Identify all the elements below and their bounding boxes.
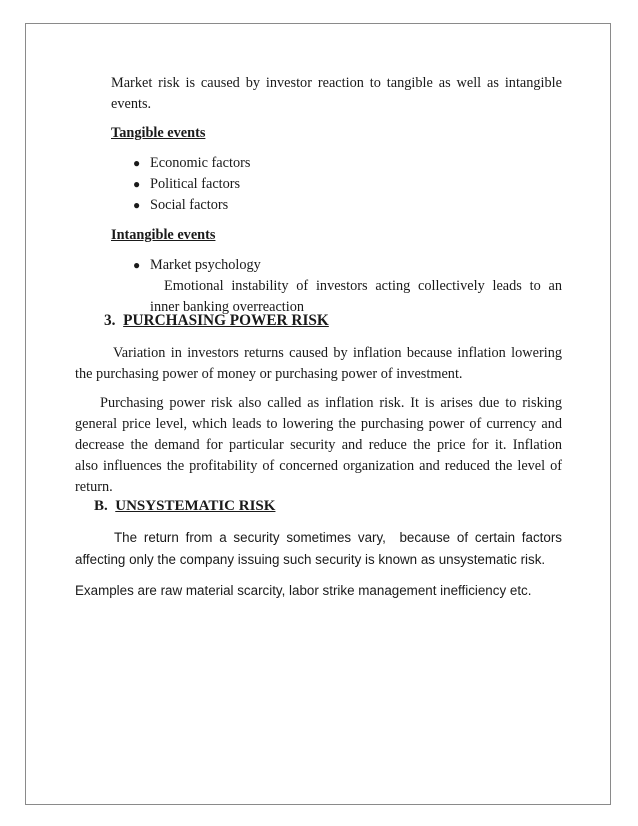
para2-line-2: general price level, which leads to lowering the purchasing power of currency and bbox=[75, 416, 562, 432]
tangible-events-heading: Tangible events bbox=[111, 125, 206, 141]
para3-line-1: The return from a security sometimes vary, because of certain factors bbox=[114, 530, 562, 545]
intro-line-1: Market risk is caused by investor reaction to tangible as well as intangible bbox=[111, 75, 562, 91]
list-item: ● Market psychology bbox=[150, 255, 261, 276]
list-item: ● Political factors bbox=[150, 174, 250, 195]
para2-line-3: decrease the demand for particular security and reduce the price for it. Inflation bbox=[75, 437, 562, 453]
section-b-title: UNSYSTEMATIC RISK bbox=[115, 498, 276, 514]
section-3-title: PURCHASING POWER RISK bbox=[123, 312, 329, 329]
para1-line-1: Variation in investors returns caused by inflation because inflation lowering bbox=[113, 345, 562, 361]
list-item: ● Social factors bbox=[150, 195, 250, 216]
unsystematic-risk-paragraph bbox=[75, 527, 562, 571]
examples-paragraph: Examples are raw material scarcity, labor strike management inefficiency etc. bbox=[75, 583, 532, 598]
bullet-icon: ● bbox=[133, 177, 141, 191]
section-3-heading bbox=[104, 312, 329, 330]
intangible-events-heading: Intangible events bbox=[111, 227, 216, 243]
purchasing-power-paragraph-1 bbox=[75, 343, 562, 385]
section-3-number: 3. bbox=[104, 312, 116, 329]
bullet-icon: ● bbox=[133, 258, 141, 272]
para3-line-2: affecting only the company issuing such security is known as unsystematic risk. bbox=[75, 552, 546, 567]
bullet-icon: ● bbox=[133, 198, 141, 212]
section-b-heading bbox=[94, 498, 275, 515]
para2-line-5: return. bbox=[75, 479, 113, 495]
intangible-events-list bbox=[133, 255, 261, 276]
bullet-icon: ● bbox=[133, 156, 141, 170]
section-b-letter: B. bbox=[94, 498, 108, 514]
intangible-detail-line-1: Emotional instability of investors acting collectively leads to an bbox=[164, 278, 562, 294]
intangible-detail-line-2: inner banking overreaction bbox=[150, 299, 305, 315]
intro-line-2: events. bbox=[111, 96, 152, 112]
tangible-events-list bbox=[133, 153, 251, 216]
intro-paragraph bbox=[111, 73, 562, 115]
para1-line-2: the purchasing power of money or purchasing power of investment. bbox=[75, 366, 463, 382]
purchasing-power-paragraph-2 bbox=[75, 393, 562, 498]
list-item: ● Economic factors bbox=[150, 153, 250, 174]
para2-line-4: also influences the profitability of concerned organization and reduced the level of bbox=[75, 458, 562, 474]
para2-line-1: Purchasing power risk also called as inflation risk. It is arises due to risking bbox=[100, 395, 562, 411]
